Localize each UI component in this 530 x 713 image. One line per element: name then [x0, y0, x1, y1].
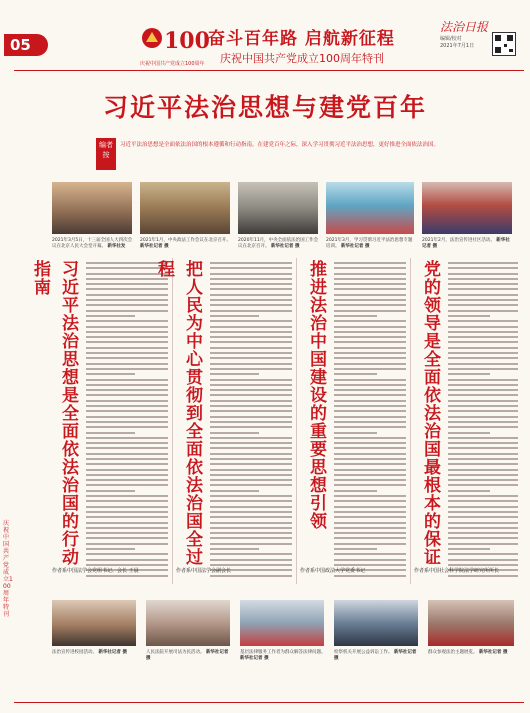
text-line: [334, 400, 406, 402]
text-line: [448, 532, 518, 534]
text-line: [86, 357, 168, 359]
text-line: [210, 495, 292, 497]
text-line: [210, 299, 292, 301]
text-line: [86, 294, 168, 296]
text-line: [86, 336, 168, 338]
text-line: [210, 432, 259, 434]
text-line: [210, 288, 292, 290]
text-line: [210, 442, 292, 444]
text-line: [448, 543, 518, 545]
top-caption-5: 2021年2月，法治宣传进社区活动。 新华社记者 摄: [422, 238, 510, 249]
text-line: [448, 564, 518, 566]
text-line: [210, 326, 292, 328]
footer-rule: [14, 702, 524, 703]
text-line: [334, 341, 406, 343]
text-line: [334, 522, 406, 524]
text-line: [448, 283, 518, 285]
text-line: [448, 506, 518, 508]
text-line: [334, 426, 406, 428]
text-line: [334, 559, 406, 561]
text-line: [448, 522, 518, 524]
text-line: [210, 331, 292, 333]
text-line: [86, 304, 168, 306]
text-line: [448, 442, 518, 444]
text-line: [448, 320, 518, 322]
text-line: [448, 426, 518, 428]
bottom-photo-2: [146, 600, 230, 646]
text-line: [334, 394, 406, 396]
text-line: [86, 522, 168, 524]
text-line: [448, 495, 518, 497]
bottom-caption-4: 检察机关开展公益诉讼工作。 新华社记者 摄: [334, 650, 417, 661]
text-line: [210, 373, 259, 375]
text-line: [210, 336, 292, 338]
text-line: [86, 527, 168, 529]
text-line: [210, 469, 292, 471]
text-line: [334, 331, 406, 333]
masthead-subtitle: 庆祝中国共产党成立100周年特刊: [220, 52, 384, 65]
text-line: [210, 384, 292, 386]
text-line: [448, 405, 518, 407]
text-line: [334, 389, 406, 391]
top-caption-3: 2020年11月，中央全面依法治国工作会议在北京召开。 新华社记者 摄: [238, 238, 319, 249]
text-line: [448, 368, 518, 370]
text-line: [334, 516, 406, 518]
text-line: [86, 453, 168, 455]
text-line: [448, 304, 518, 306]
text-line: [210, 405, 292, 407]
text-line: [210, 537, 292, 539]
text-line: [334, 553, 406, 555]
text-line: [334, 416, 406, 418]
text-line: [210, 273, 292, 275]
text-line: [448, 357, 518, 359]
text-line: [448, 299, 518, 301]
text-line: [448, 389, 518, 391]
text-line: [448, 341, 518, 343]
photo-5: [422, 182, 512, 234]
text-line: [210, 410, 292, 412]
brand-meta: [440, 36, 474, 50]
text-line: [334, 352, 406, 354]
column-divider: [296, 258, 297, 584]
text-line: [210, 553, 292, 555]
text-line: [210, 522, 292, 524]
text-line: [210, 315, 259, 317]
text-line: [448, 262, 518, 264]
text-line: [210, 294, 292, 296]
bottom-caption-2: 人民法院开展司法为民活动。 新华社记者 摄: [146, 650, 229, 661]
text-line: [334, 447, 406, 449]
photo-1: [52, 182, 132, 234]
text-line: [448, 421, 518, 423]
text-line: [86, 543, 168, 545]
article-byline: 作者系中国法学会党组书记、会长 王晨: [52, 568, 139, 574]
text-line: [448, 527, 518, 529]
text-line: [334, 294, 406, 296]
text-line: [448, 537, 518, 539]
text-line: [334, 484, 406, 486]
text-line: [86, 458, 168, 460]
text-line: [334, 326, 406, 328]
brand-meta-line: 编辑/校对: [440, 36, 462, 42]
text-line: [334, 336, 406, 338]
text-line: [86, 347, 168, 349]
text-line: [210, 527, 292, 529]
header-rule: [14, 70, 524, 71]
text-line: [448, 516, 518, 518]
text-line: [334, 410, 406, 412]
text-line: [210, 389, 292, 391]
column-divider: [172, 258, 173, 584]
text-line: [86, 373, 135, 375]
text-line: [86, 389, 168, 391]
text-line: [86, 463, 168, 465]
text-line: [210, 347, 292, 349]
text-line: [334, 543, 406, 545]
bottom-caption-3: 基层法律服务工作者为群众解答法律问题。 新华社记者 摄: [240, 650, 326, 661]
text-line: [448, 363, 518, 365]
centenary-logo-icon: [140, 22, 210, 62]
lead-tag: 编者按: [96, 138, 116, 170]
text-line: [448, 379, 518, 381]
text-line: [210, 463, 292, 465]
text-line: [210, 278, 292, 280]
text-line: [334, 315, 377, 317]
article-body: [210, 262, 292, 580]
text-line: [448, 267, 518, 269]
text-line: [210, 453, 292, 455]
text-line: [210, 474, 292, 476]
article-title: 把人民为中心贯彻到全面依法治国全过程: [154, 260, 202, 566]
article-2: [154, 260, 292, 578]
text-line: [210, 564, 292, 566]
text-line: [448, 469, 518, 471]
text-line: [86, 310, 168, 312]
text-line: [334, 532, 406, 534]
text-line: [448, 474, 518, 476]
article-byline: 作者系中国政法大学党委书记: [300, 568, 366, 574]
masthead: [140, 22, 430, 68]
article-title: 推进法治中国建设的重要思想引领: [306, 260, 326, 530]
article-1: [30, 260, 168, 578]
column-divider: [410, 258, 411, 584]
text-line: [334, 469, 406, 471]
text-line: [210, 484, 292, 486]
text-line: [334, 437, 406, 439]
text-line: [210, 352, 292, 354]
text-line: [210, 310, 292, 312]
text-line: [334, 267, 406, 269]
text-line: [86, 410, 168, 412]
text-line: [334, 442, 406, 444]
newspaper-brand: 法治日报: [440, 20, 489, 34]
article-title: 党的领导是全面依法治国最根本的保证: [420, 260, 440, 566]
text-line: [86, 532, 168, 534]
text-line: [86, 368, 168, 370]
text-line: [448, 373, 490, 375]
text-line: [86, 326, 168, 328]
text-line: [86, 484, 168, 486]
text-line: [210, 506, 292, 508]
article-4: [414, 260, 518, 578]
text-line: [86, 495, 168, 497]
text-line: [448, 347, 518, 349]
text-line: [210, 511, 292, 513]
text-line: [210, 532, 292, 534]
text-line: [210, 379, 292, 381]
text-line: [86, 315, 135, 317]
bottom-photo-3: [240, 600, 324, 646]
text-line: [334, 320, 406, 322]
text-line: [210, 304, 292, 306]
text-line: [86, 559, 168, 561]
top-caption-1: 2021年3月5日，十三届全国人大四次会议在北京人民大会堂开幕。 新华社发: [52, 238, 133, 249]
text-line: [334, 262, 406, 264]
text-line: [448, 410, 518, 412]
text-line: [86, 299, 168, 301]
text-line: [334, 463, 406, 465]
page-headline: 习近平法治思想与建党百年: [102, 93, 427, 122]
text-line: [210, 458, 292, 460]
text-line: [448, 288, 518, 290]
text-line: [448, 548, 490, 550]
text-line: [334, 421, 406, 423]
text-line: [334, 490, 377, 492]
qr-code-icon: [492, 32, 516, 56]
text-line: [210, 426, 292, 428]
text-line: [334, 453, 406, 455]
brand-date: 2021年7月1日: [440, 43, 475, 49]
page-number: 05: [4, 34, 48, 56]
text-line: [86, 479, 168, 481]
text-line: [86, 426, 168, 428]
text-line: [334, 363, 406, 365]
text-line: [86, 516, 168, 518]
text-line: [334, 273, 406, 275]
text-line: [210, 447, 292, 449]
text-line: [334, 564, 406, 566]
text-line: [86, 379, 168, 381]
text-line: [334, 288, 406, 290]
text-line: [334, 537, 406, 539]
text-line: [86, 341, 168, 343]
text-line: [86, 511, 168, 513]
text-line: [448, 437, 518, 439]
text-line: [448, 511, 518, 513]
text-line: [86, 278, 168, 280]
text-line: [448, 326, 518, 328]
text-line: [210, 548, 259, 550]
text-line: [448, 273, 518, 275]
text-line: [334, 299, 406, 301]
text-line: [210, 400, 292, 402]
text-line: [448, 315, 490, 317]
photo-3: [238, 182, 318, 234]
text-line: [210, 490, 259, 492]
article-title: 习近平法治思想是全面依法治国的行动指南: [30, 260, 78, 566]
bottom-caption-1: 法治宣传进校园活动。 新华社记者 摄: [52, 650, 128, 655]
text-line: [210, 500, 292, 502]
text-line: [210, 559, 292, 561]
text-line: [86, 490, 135, 492]
text-line: [334, 479, 406, 481]
text-line: [334, 304, 406, 306]
text-line: [86, 432, 135, 434]
article-body: [448, 262, 518, 580]
masthead-slogan: 奋斗百年路 启航新征程: [208, 29, 395, 49]
text-line: [86, 352, 168, 354]
article-byline: 作者系中国社会科学院法学研究所所长: [414, 568, 500, 574]
text-line: [86, 500, 168, 502]
text-line: [448, 484, 518, 486]
text-line: [86, 288, 168, 290]
text-line: [86, 506, 168, 508]
article-body: [334, 262, 406, 580]
text-line: [210, 543, 292, 545]
text-line: [448, 294, 518, 296]
text-line: [210, 283, 292, 285]
text-line: [448, 384, 518, 386]
svg-text:100: 100: [164, 28, 210, 54]
text-line: [448, 500, 518, 502]
text-line: [334, 373, 377, 375]
bottom-photo-1: [52, 600, 136, 646]
text-line: [86, 331, 168, 333]
text-line: [210, 479, 292, 481]
text-line: [334, 432, 377, 434]
text-line: [86, 405, 168, 407]
text-line: [448, 559, 518, 561]
text-line: [210, 368, 292, 370]
photo-2: [140, 182, 230, 234]
text-line: [448, 479, 518, 481]
text-line: [448, 400, 518, 402]
text-line: [210, 320, 292, 322]
text-line: [448, 336, 518, 338]
text-line: [86, 421, 168, 423]
text-line: [86, 437, 168, 439]
text-line: [86, 537, 168, 539]
text-line: [210, 341, 292, 343]
text-line: [210, 416, 292, 418]
text-line: [448, 453, 518, 455]
text-line: [448, 432, 490, 434]
photo-4: [326, 182, 414, 234]
text-line: [334, 278, 406, 280]
text-line: [210, 363, 292, 365]
text-line: [334, 527, 406, 529]
text-line: [210, 437, 292, 439]
text-line: [448, 394, 518, 396]
text-line: [334, 458, 406, 460]
text-line: [210, 262, 292, 264]
logo-caption: 庆祝中国共产党成立100周年: [140, 61, 205, 67]
text-line: [86, 469, 168, 471]
article-body: [86, 262, 168, 580]
text-line: [448, 310, 518, 312]
lead-text: 习近平法治思想是全面依法治国的根本遵循和行动指南。在建党百年之际，深入学习贯彻习近平法治思想，更好推进全面依法治国。: [120, 142, 440, 148]
text-line: [448, 490, 490, 492]
text-line: [210, 516, 292, 518]
text-line: [334, 500, 406, 502]
text-line: [334, 379, 406, 381]
text-line: [334, 347, 406, 349]
text-line: [210, 267, 292, 269]
text-line: [334, 357, 406, 359]
text-line: [86, 447, 168, 449]
text-line: [334, 368, 406, 370]
text-line: [334, 384, 406, 386]
sidebar-vertical-text: 庆祝中国共产党成立100周年特刊: [3, 520, 13, 618]
text-line: [448, 331, 518, 333]
text-line: [334, 511, 406, 513]
text-line: [86, 564, 168, 566]
bottom-photo-5: [428, 600, 514, 646]
article-3: [300, 260, 406, 578]
text-line: [86, 283, 168, 285]
text-line: [86, 320, 168, 322]
bottom-photo-4: [334, 600, 418, 646]
article-byline: 作者系中国法学会副会长: [176, 568, 232, 574]
text-line: [334, 506, 406, 508]
text-line: [448, 553, 518, 555]
text-line: [448, 463, 518, 465]
text-line: [448, 352, 518, 354]
text-line: [448, 458, 518, 460]
text-line: [86, 442, 168, 444]
text-line: [210, 394, 292, 396]
text-line: [448, 416, 518, 418]
text-line: [86, 474, 168, 476]
text-line: [334, 474, 406, 476]
text-line: [334, 548, 377, 550]
text-line: [448, 278, 518, 280]
text-line: [86, 394, 168, 396]
top-caption-4: 2021年3月，学习贯彻习近平法治思想专题培训。 新华社记者 摄: [326, 238, 413, 249]
bottom-caption-5: 群众参观法治主题展览。 新华社记者 摄: [428, 650, 508, 655]
text-line: [86, 384, 168, 386]
text-line: [334, 310, 406, 312]
text-line: [86, 416, 168, 418]
text-line: [334, 495, 406, 497]
lead-box: [96, 138, 516, 172]
text-line: [86, 363, 168, 365]
text-line: [334, 405, 406, 407]
text-line: [86, 400, 168, 402]
text-line: [86, 553, 168, 555]
top-caption-2: 2021年1月，中央政法工作会议在北京召开。 新华社记者 摄: [140, 238, 231, 249]
text-line: [334, 283, 406, 285]
text-line: [86, 548, 135, 550]
text-line: [448, 447, 518, 449]
text-line: [210, 357, 292, 359]
text-line: [210, 421, 292, 423]
